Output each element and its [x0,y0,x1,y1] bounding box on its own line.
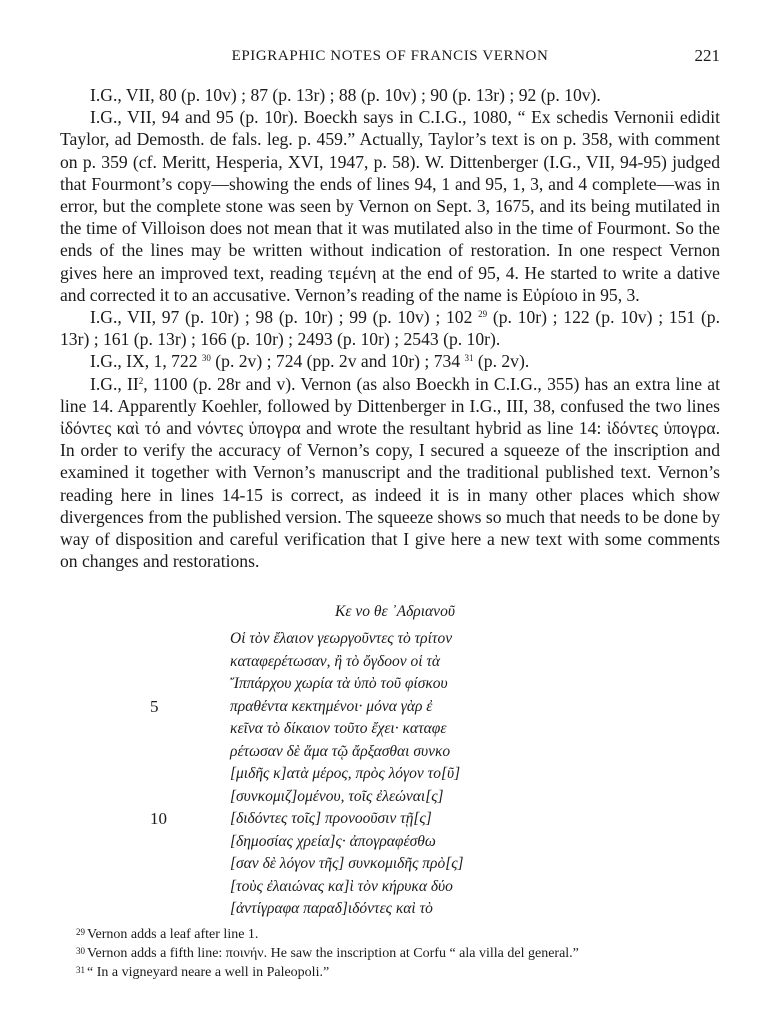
inscription-line [185,786,605,809]
footnote-mark: 30 [76,946,85,956]
body-text [60,84,720,572]
inscription-line [185,763,605,786]
line-number: 10 [150,809,167,828]
footnotes [76,924,736,981]
inscription-line [150,808,605,831]
inscription-line [185,741,605,764]
line-text: κεῖνα τὸ δίκαιον τοῦτο ἔχει· καταφε [230,720,447,737]
footnote-mark: 29 [76,927,85,937]
line-number: 5 [150,696,159,716]
inscription-line [185,651,605,674]
inscription-title: Κε νο θε ᾿Αδριανοῦ [335,603,455,620]
paragraph-ig-ii-1100 [60,373,720,573]
paragraph-ig-vii-94-95: I.G., VII, 94 and 95 (p. 10r). Boeckh says in C.I.G., 1080, “ Ex schedis Vernonii edidit Taylor, ad Demosth. de fals. leg. p. 459.” Actually, Taylor’s text is on p. 358, with comment on p. 359 (cf. Meritt, Hesperia, XVI, 1947, p. 58). W. Dittenberger (I.G., VII, 94-95) judged that Fourmont’s copy—showing the ends of lines 94, 1 and 95, 1, 3, and 4 complete—was in error, but the complete stone was seen by Vernon on Sept. 3, 1675, and its being mutilated in the time of Villoison does not mean that it was mutilated also in the time of Fourmont. So the ends of the lines may be written without indication of restoration. In one respect Vernon gives here an improved text, reading τεμένη at the end of 95, 4. He started to write a dative and corrected it to an accusative. Vernon’s reading of the name is Εὐρίοιο in 95, 3. [60,107,720,305]
inscription-line [185,718,605,741]
inscription-line [185,853,605,876]
paragraph-text: (p. 2v). [473,351,530,372]
footnote-31 [76,962,736,981]
inscription-line [185,898,605,921]
page-header [60,46,720,70]
paragraph-ig-vii-80: I.G., VII, 80 (p. 10v) ; 87 (p. 13r) ; 88 (p. 10v) ; 90 (p. 13r) ; 92 (p. 10v). [90,85,601,105]
footnote-30 [76,943,736,962]
footnote-ref-31: 31 [464,353,474,364]
inscription-line [185,831,605,854]
footnote-ref-30: 30 [201,353,211,364]
footnote-text: Vernon adds a fifth line: ποινήν. He saw the inscription at Corfu “ ala villa del general.” [87,946,579,961]
paragraph-text: , 1100 (p. 28r and v). Vernon (as also Boeckh in C.I.G., 355) has an extra line at line 14. Apparently Koehler, followed by Dittenberger in I.G., III, 38, confused the two lines ἰδόντες καὶ τό and νόντες ὑπογρα and wrote the resultant hybrid as line 14: ἰδόντες ὑπογρα. In order to verify the accuracy of Vernon’s copy, I secured a squeeze of the inscription and examined it together with Vernon’s manuscript and the traditional published text. Vernon’s reading here in lines 14-15 is correct, as indeed it is in many other places which show divergences from the published version. The squeeze shows so much that needs to be done by way of disposition and careful verification that I give here a new text with some comments on changes and restorations. [60,373,720,572]
running-head: EPIGRAPHIC NOTES OF FRANCIS VERNON [231,48,549,64]
inscription-text [150,628,605,921]
line-text: ρέτωσαν δὲ ἅμα τῷ ἄρξασθαι συνκο [230,742,451,760]
paragraph-text: I.G., II [90,373,139,394]
line-text: Ἴππάρχου χωρία τὰ ὑπὸ τοῦ φίσκου [230,675,448,692]
paragraph-ig-ix [60,350,720,372]
inscription-line [185,876,605,899]
inscription-line [185,628,605,651]
footnote-text: Vernon adds a leaf after line 1. [87,927,259,942]
line-text: [δημοσίας χρεία]ς· ἀπογραφέσθω [230,832,436,850]
footnote-text: “ In a vigneyard neare a well in Paleopoli.” [87,965,330,980]
footnote-ref-29: 29 [478,309,488,320]
paragraph-text: (p. 2v) ; 724 (pp. 2v and 10r) ; 734 [210,351,465,372]
line-text: [τοὺς ἐλαιώνας κα]ὶ τὸν κήρυκα δύο [230,877,453,895]
footnote-mark: 31 [76,965,85,975]
footnote-29 [76,924,736,943]
line-text: καταφερέτωσαν, ἢ τὸ ὄγδοον οἱ τὰ [230,652,441,670]
line-text: [διδόντες τοῖς] προνοοῦσιν τῇ[ς] [230,810,432,827]
inscription-line [150,696,605,719]
paragraph-text: I.G., IX, 1, 722 [90,351,202,372]
paragraph-text: I.G., VII, 97 (p. 10r) ; 98 (p. 10r) ; 99 (p. 10v) ; 102 [90,307,479,328]
line-text: Οἱ τὸν ἔλαιον γεωργοῦντες τὸ τρίτον [230,630,453,647]
superscript-2: 2 [138,375,144,386]
page-number: 221 [694,46,720,65]
inscription-line [185,673,605,696]
paragraph-ig-vii-97 [60,306,720,350]
line-text: πραθέντα κεκτημένοι· μόνα γὰρ ἐ [230,697,433,715]
line-text: [μιδῆς κ]ατὰ μέρος, πρὸς λόγον το[ῦ] [230,765,461,782]
line-text: [ἀντίγραφα παραδ]ιδόντες καὶ τὸ [230,900,433,917]
line-text: [συνκομιζ]ομένου, τοῖς ἐλεώναι[ς] [230,787,444,805]
paragraph-text: (p. 10r) ; 122 (p. 10v) ; 151 (p. 13r) ; 161 (p. 13r) ; 166 (p. 10r) ; 2493 (p. 10r) ; 2543 (p. 10r). [60,307,720,350]
line-text: [σαν δὲ λόγον τῆς] συνκομιδῆς πρὸ[ς] [230,855,464,872]
